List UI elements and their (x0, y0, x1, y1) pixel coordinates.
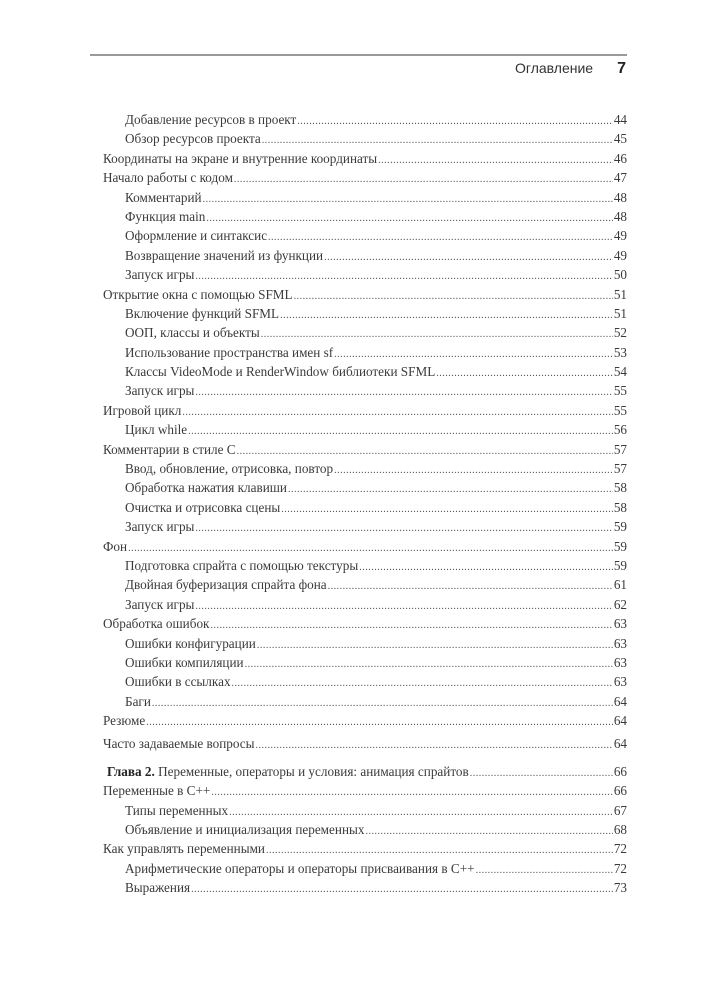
toc-entry-page: 63 (613, 616, 627, 632)
dot-leader (188, 420, 613, 441)
toc-entry-page: 62 (613, 596, 627, 612)
dot-leader (237, 440, 613, 461)
toc-entry-title (125, 207, 205, 226)
toc-entry-title (125, 634, 256, 653)
dot-leader (261, 323, 613, 344)
toc-entry-page: 49 (613, 228, 627, 244)
toc-entry-text: Классы VideoMode и RenderWindow библиотеки SFML (125, 364, 436, 380)
toc-entry-title (125, 692, 151, 711)
toc-entry-page: 55 (613, 383, 627, 399)
toc-entry-title (125, 246, 323, 265)
toc-entry-title (125, 820, 364, 839)
toc-entry-text: Игровой цикл (103, 402, 182, 418)
toc-entry-title (103, 614, 209, 633)
toc-entry-text: Типы переменных (125, 802, 229, 818)
dot-leader (324, 246, 613, 267)
toc-entry-page: 64 (613, 735, 627, 751)
toc-entry-page: 47 (613, 170, 627, 186)
toc-entry[interactable] (103, 381, 627, 400)
toc-entry[interactable] (103, 478, 627, 497)
toc-entry-title (125, 304, 279, 323)
toc-entry-title (125, 878, 190, 897)
toc-entry[interactable] (103, 168, 627, 187)
toc-entry[interactable] (103, 246, 627, 265)
toc-entry[interactable] (103, 149, 627, 168)
toc-entry[interactable] (103, 653, 627, 672)
dot-leader (476, 859, 613, 880)
toc-entry-text: Ввод, обновление, отрисовка, повтор (125, 461, 334, 477)
toc-entry-page: 56 (613, 422, 627, 438)
toc-entry-page: 73 (613, 880, 627, 896)
toc-entry-page: 50 (613, 267, 627, 283)
toc-entry-title (125, 420, 187, 439)
toc-entry-page: 45 (613, 131, 627, 147)
toc-entry[interactable] (103, 878, 627, 897)
toc-entry-text: Возвращение значений из функции (125, 247, 324, 263)
dot-leader (328, 575, 613, 596)
dot-leader (334, 343, 613, 364)
dot-leader (203, 188, 613, 209)
toc-entry[interactable] (103, 343, 627, 362)
toc-entry[interactable] (103, 614, 627, 633)
toc-entry-page: 64 (613, 693, 627, 709)
toc-entry-title (125, 226, 267, 245)
toc-entry[interactable] (103, 634, 627, 653)
toc-entry-text: Использование пространства имен sf (125, 344, 334, 360)
toc-entry-text: Выражения (125, 880, 191, 896)
toc-entry-text: Оформление и синтаксис (125, 228, 268, 244)
dot-leader (152, 692, 613, 713)
dot-leader (365, 820, 612, 841)
chapter-label: Глава 2. (107, 763, 155, 779)
toc-entry[interactable] (103, 711, 627, 730)
toc-entry-title (125, 459, 333, 478)
running-header (515, 60, 626, 78)
toc-entry[interactable] (103, 781, 627, 800)
toc-entry-title (125, 323, 260, 342)
dot-leader (334, 459, 613, 480)
toc-entry-page: 66 (613, 763, 627, 779)
toc-entry[interactable] (103, 517, 627, 536)
toc-entry-text: Ошибки конфигурации (125, 635, 256, 651)
toc-entry-title (125, 362, 435, 381)
toc-entry-page: 68 (613, 822, 627, 838)
toc-entry-title (103, 537, 127, 556)
toc-entry[interactable] (103, 304, 627, 323)
dot-leader (281, 498, 613, 519)
toc-entry-title (125, 672, 231, 691)
toc-entry[interactable] (103, 820, 627, 839)
toc-entry-text: Баги (125, 693, 151, 709)
toc-entry[interactable] (103, 188, 627, 207)
header-rule (90, 54, 627, 56)
toc-entry[interactable] (103, 692, 627, 711)
dot-leader (195, 595, 612, 616)
toc-entry[interactable] (103, 420, 627, 439)
page-number: 7 (617, 60, 626, 77)
dot-leader (268, 226, 613, 247)
toc-entry[interactable] (103, 401, 627, 420)
toc-entry-page: 66 (613, 783, 627, 799)
toc-entry-text: Запуск игры (125, 596, 195, 612)
dot-leader (206, 207, 612, 228)
toc-entry-page: 59 (613, 538, 627, 554)
toc-entry-text: Запуск игры (125, 383, 195, 399)
toc-entry-text: Открытие окна с помощью SFML (103, 286, 293, 302)
toc-entry-page: 49 (613, 247, 627, 263)
toc-entry-text: Обработка нажатия клавиши (125, 480, 287, 496)
toc-entry-page: 54 (613, 364, 627, 380)
toc-entry-page: 48 (613, 189, 627, 205)
toc-entry-page: 63 (613, 635, 627, 651)
toc-entry-page: 59 (613, 557, 627, 573)
toc-entry-title (107, 762, 469, 781)
dot-leader (234, 168, 613, 189)
dot-leader (146, 711, 613, 732)
toc-entry-page: 67 (613, 802, 627, 818)
dot-leader (128, 537, 613, 558)
toc-entry-title (125, 381, 194, 400)
toc-entry-title (125, 595, 194, 614)
toc-entry-title (125, 110, 296, 129)
toc-entry-page: 63 (613, 674, 627, 690)
toc-entry-page: 46 (613, 150, 627, 166)
dot-leader (256, 734, 613, 755)
toc-entry-title (103, 440, 236, 459)
toc-entry-title (103, 839, 265, 858)
toc-entry-page: 55 (613, 402, 627, 418)
dot-leader (191, 878, 613, 899)
toc-entry-page: 57 (613, 461, 627, 477)
toc-entry-title (125, 478, 287, 497)
toc-entry-title (125, 265, 194, 284)
toc-entry-text: Обработка ошибок (103, 616, 210, 632)
toc-entry-text: Функция main (125, 208, 206, 224)
toc-entry-title (103, 285, 293, 304)
dot-leader (229, 801, 613, 822)
toc-entry[interactable] (103, 110, 627, 129)
toc-entry[interactable] (103, 285, 627, 304)
dot-leader (211, 781, 612, 802)
toc-entry[interactable] (103, 839, 627, 858)
toc-entry-text: Как управлять переменными (103, 841, 265, 857)
dot-leader (436, 362, 613, 383)
table-of-contents (103, 110, 627, 898)
toc-entry-text: Комментарии в стиле C (103, 441, 236, 457)
toc-entry[interactable] (103, 498, 627, 517)
toc-entry-text: Включение функций SFML (125, 305, 280, 321)
toc-entry-page: 57 (613, 441, 627, 457)
toc-entry-text: Цикл while (125, 422, 188, 438)
toc-entry[interactable] (103, 537, 627, 556)
toc-entry-text: Добавление ресурсов в проект (125, 112, 297, 127)
toc-entry[interactable] (103, 129, 627, 148)
toc-entry-title (125, 575, 327, 594)
toc-entry-title (103, 734, 255, 753)
toc-entry-page: 51 (613, 305, 627, 321)
toc-entry-page: 61 (613, 577, 627, 593)
toc-entry-text: Подготовка спрайта с помощью текстуры (125, 557, 359, 573)
toc-entry-title (103, 168, 233, 187)
dot-leader (294, 285, 613, 306)
toc-entry-text: Переменные в C++ (103, 783, 211, 799)
toc-entry[interactable] (103, 801, 627, 820)
toc-entry-text: Начало работы с кодом (103, 170, 233, 186)
toc-entry-title (125, 801, 228, 820)
toc-entry-text: Обзор ресурсов проекта (125, 131, 261, 147)
toc-entry[interactable] (103, 362, 627, 381)
toc-entry-title (125, 498, 280, 517)
toc-entry-page: 51 (613, 286, 627, 302)
toc-entry-text: Ошибки в ссылках (125, 674, 231, 690)
toc-entry-text: Объявление и инициализация переменных (125, 822, 365, 838)
toc-entry-page: 48 (613, 208, 627, 224)
toc-entry[interactable] (103, 595, 627, 614)
toc-entry-page: 63 (613, 654, 627, 670)
toc-entry[interactable] (103, 575, 627, 594)
toc-entry[interactable] (103, 556, 627, 575)
toc-entry-title (103, 401, 181, 420)
toc-entry[interactable] (103, 440, 627, 459)
toc-entry-text: Арифметические операторы и операторы присваивания в C++ (125, 860, 475, 876)
toc-entry-title (103, 781, 210, 800)
toc-entry-text: Комментарий (125, 189, 202, 205)
toc-entry-page: 53 (613, 344, 627, 360)
toc-entry-title (103, 711, 145, 730)
toc-entry-page: 58 (613, 499, 627, 515)
toc-entry-title (125, 859, 475, 878)
toc-entry-page: 52 (613, 325, 627, 341)
dot-leader (195, 381, 612, 402)
dot-leader (232, 672, 613, 693)
toc-entry[interactable] (103, 226, 627, 245)
toc-entry[interactable] (103, 207, 627, 226)
toc-entry-title (125, 517, 194, 536)
toc-entry[interactable] (103, 859, 627, 878)
toc-entry-text: Двойная буферизация спрайта фона (125, 577, 327, 593)
dot-leader (297, 110, 613, 131)
dot-leader (182, 401, 613, 422)
toc-entry-text: Запуск игры (125, 267, 195, 283)
toc-entry-title (125, 556, 358, 575)
toc-entry[interactable] (103, 323, 627, 342)
toc-entry-text: Фон (103, 538, 128, 554)
dot-leader (195, 265, 612, 286)
dot-leader (245, 653, 613, 674)
dot-leader (257, 634, 613, 655)
toc-entry-text: Ошибки компиляции (125, 654, 244, 670)
toc-entry-text: Переменные, операторы и условия: анимация спрайтов (158, 763, 469, 779)
toc-entry-page: 72 (613, 860, 627, 876)
toc-entry[interactable] (103, 459, 627, 478)
toc-entry-page: 59 (613, 519, 627, 535)
dot-leader (195, 517, 612, 538)
toc-entry-page: 44 (613, 112, 627, 127)
toc-entry-page: 58 (613, 480, 627, 496)
dot-leader (210, 614, 612, 635)
section-title: Оглавление (515, 60, 594, 76)
toc-entry-title (125, 343, 333, 362)
toc-entry-title (103, 149, 377, 168)
dot-leader (378, 149, 613, 170)
dot-leader (266, 839, 613, 860)
toc-entry-page: 64 (613, 713, 627, 729)
toc-entry-text: Очистка и отрисовка сцены (125, 499, 281, 515)
toc-entry-text: Запуск игры (125, 519, 195, 535)
dot-leader (359, 556, 613, 577)
toc-entry-title (125, 653, 244, 672)
toc-entry-page: 72 (613, 841, 627, 857)
toc-entry-text: Координаты на экране и внутренние координаты (103, 150, 378, 166)
toc-entry-text: Часто задаваемые вопросы (103, 735, 255, 751)
dot-leader (262, 129, 613, 150)
dot-leader (288, 478, 613, 499)
toc-entry-title (125, 129, 261, 148)
toc-entry-title (125, 188, 202, 207)
toc-entry[interactable] (103, 734, 627, 753)
dot-leader (470, 762, 613, 783)
toc-entry[interactable] (103, 672, 627, 691)
toc-entry-text: Резюме (103, 713, 146, 729)
dot-leader (280, 304, 613, 325)
toc-entry-text: ООП, классы и объекты (125, 325, 260, 341)
toc-entry[interactable] (103, 762, 627, 781)
toc-entry[interactable] (103, 265, 627, 284)
